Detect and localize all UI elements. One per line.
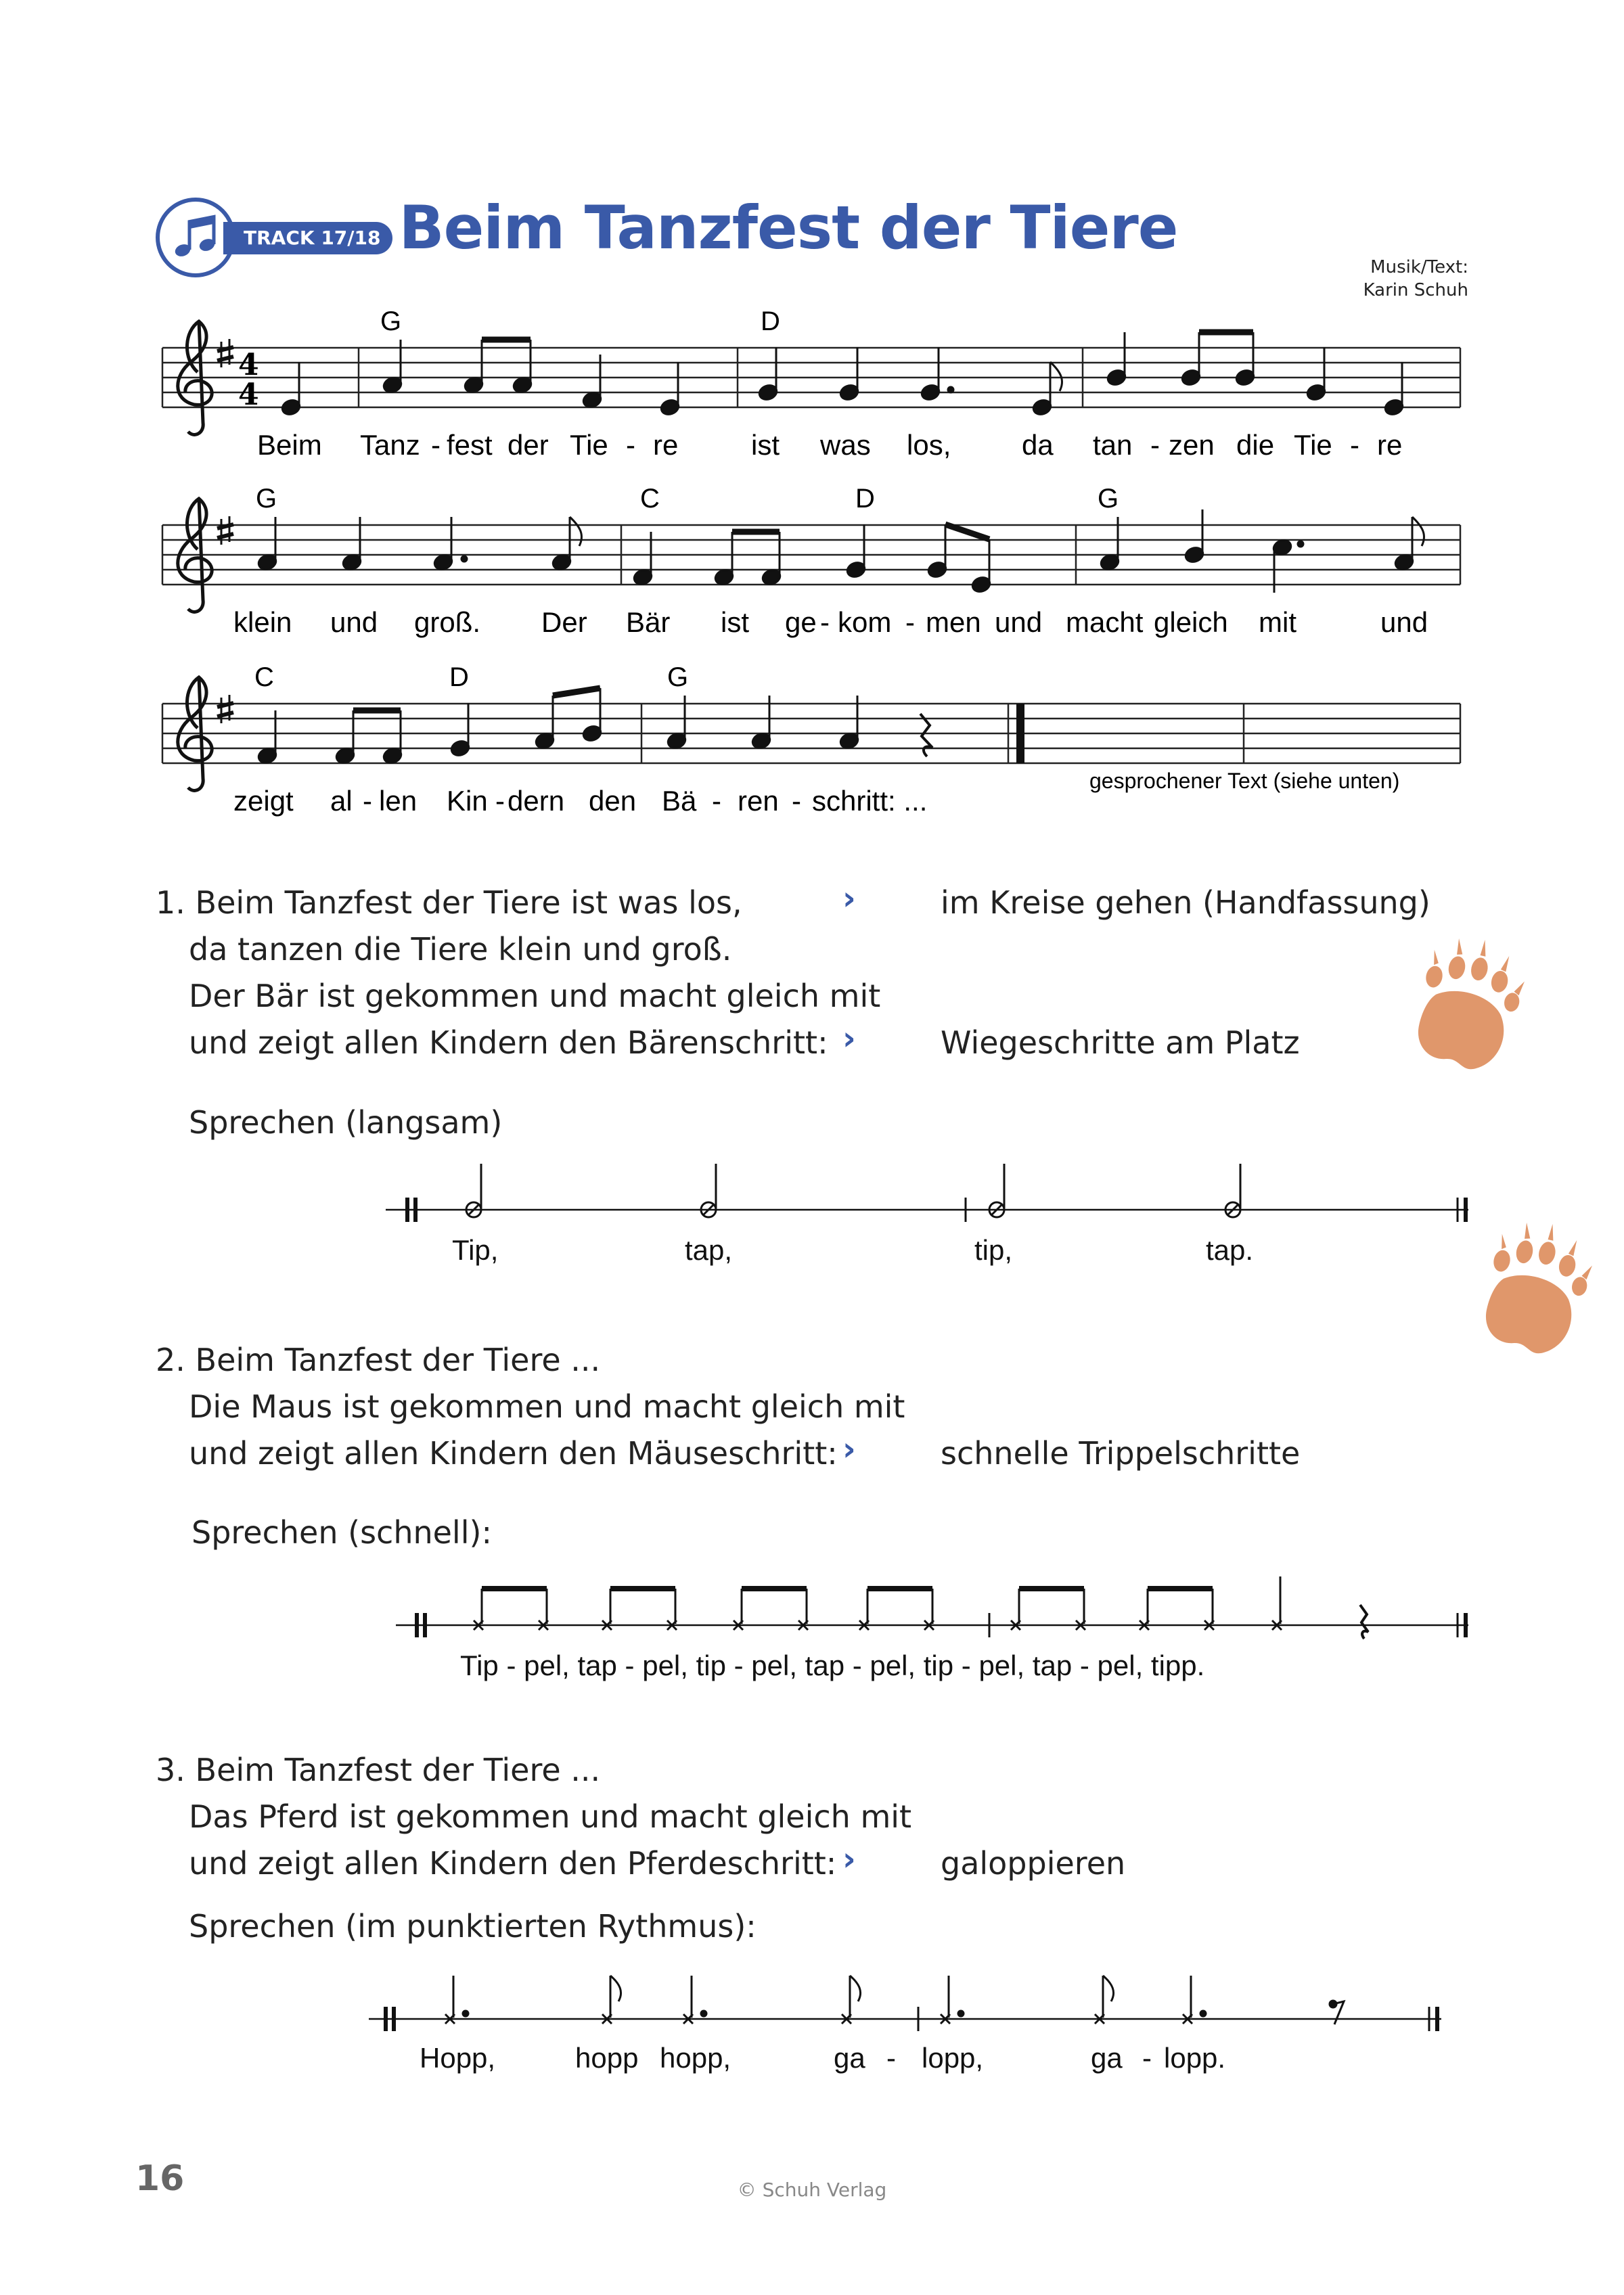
svg-text:tap.: tap. <box>1206 1234 1254 1266</box>
svg-text:Tie: Tie <box>1294 429 1332 461</box>
svg-text:und: und <box>330 606 378 638</box>
svg-text:-: - <box>886 2042 896 2074</box>
svg-text:lopp.: lopp. <box>1164 2042 1226 2074</box>
action-text: galoppieren <box>941 1845 1126 1882</box>
lyrics-line-1 <box>257 429 1402 461</box>
action-text: schnelle Trippelschritte <box>941 1435 1301 1472</box>
svg-text:hopp: hopp <box>575 2042 639 2074</box>
svg-text:tip,: tip, <box>974 1234 1013 1266</box>
svg-text:-: - <box>1150 429 1160 461</box>
verse-line: Das Pferd ist gekommen und macht gleich mit <box>189 1798 912 1835</box>
svg-text:dern: dern <box>508 785 565 817</box>
verse-line: und zeigt allen Kindern den Pferdeschritt: <box>189 1845 837 1882</box>
page-number: 16 <box>135 2158 185 2199</box>
chord: G <box>256 484 277 514</box>
svg-text:Bä: Bä <box>662 785 697 817</box>
verse-3 <box>156 1747 911 1887</box>
svg-text:tap,: tap, <box>685 1234 733 1266</box>
svg-text:und: und <box>995 606 1043 638</box>
svg-text:ge: ge <box>785 606 817 638</box>
staff-system-3 <box>162 662 1460 817</box>
arrow-icon: › <box>842 1840 856 1878</box>
chord: D <box>449 662 469 692</box>
svg-text:-: - <box>626 429 635 461</box>
arrow-icon: › <box>842 1430 856 1468</box>
svg-text:-: - <box>495 785 505 817</box>
svg-text:gleich: gleich <box>1154 606 1228 638</box>
svg-text:was: was <box>820 429 871 461</box>
verse-line: Der Bär ist gekommen und macht gleich mit <box>189 978 881 1014</box>
svg-text:-: - <box>712 785 721 817</box>
svg-text:Tie: Tie <box>570 429 608 461</box>
svg-text:den: den <box>589 785 637 817</box>
credit-label: Musik/Text: <box>1370 257 1468 277</box>
speak-label: Sprechen (langsam) <box>189 1104 503 1141</box>
rhythm-notation <box>0 1150 1624 2097</box>
svg-text:Tanz: Tanz <box>360 429 420 461</box>
svg-text:macht: macht <box>1066 606 1144 638</box>
svg-text:-: - <box>431 429 441 461</box>
svg-text:4: 4 <box>238 378 259 412</box>
svg-text:len: len <box>379 785 418 817</box>
svg-text:re: re <box>1377 429 1403 461</box>
svg-text:schritt: ...: schritt: ... <box>812 785 928 817</box>
svg-text:da: da <box>1022 429 1054 461</box>
svg-text:zen: zen <box>1169 429 1215 461</box>
arrow-icon: › <box>842 880 856 917</box>
chord: C <box>254 662 274 692</box>
svg-text:lopp,: lopp, <box>922 2042 984 2074</box>
staff-system-2 <box>162 484 1460 638</box>
verse-line: 3. Beim Tanzfest der Tiere ... <box>156 1752 601 1788</box>
verse-1 <box>156 880 880 1066</box>
svg-text:-: - <box>792 785 801 817</box>
svg-text:hopp,: hopp, <box>660 2042 731 2074</box>
chord: G <box>667 662 689 692</box>
chord: D <box>855 484 875 514</box>
svg-text:4: 4 <box>238 348 259 382</box>
rhythm-words-1 <box>452 1234 1253 1266</box>
rhythm-line-1 <box>386 1164 1468 1222</box>
sheet-music <box>0 0 1624 880</box>
track-label: TRACK 17/18 <box>223 222 392 254</box>
copyright: © Schuh Verlag <box>737 2179 887 2201</box>
svg-text:ist: ist <box>751 429 780 461</box>
svg-text:Kin: Kin <box>447 785 488 817</box>
svg-text:der: der <box>508 429 549 461</box>
svg-text:los,: los, <box>907 429 951 461</box>
svg-text:men: men <box>926 606 981 638</box>
chord: G <box>1098 484 1119 514</box>
svg-text:die: die <box>1236 429 1275 461</box>
verse-line: da tanzen die Tiere klein und groß. <box>189 931 732 968</box>
svg-text:klein: klein <box>233 606 292 638</box>
svg-text:und: und <box>1380 606 1428 638</box>
rhythm-line-2 <box>396 1576 1468 1639</box>
svg-text:-: - <box>363 785 372 817</box>
svg-text:tan: tan <box>1093 429 1133 461</box>
svg-text:mit: mit <box>1259 606 1296 638</box>
chord: D <box>761 306 780 336</box>
svg-text:al: al <box>330 785 353 817</box>
lyrics-line-2 <box>233 606 1428 638</box>
rhythm-words-2: Tip - pel, tap - pel, tip - pel, tap - pel, tip - pel, tap - pel, tipp. <box>460 1650 1205 1681</box>
svg-text:-: - <box>905 606 915 638</box>
svg-text:re: re <box>653 429 679 461</box>
bear-paw-icon <box>1475 1204 1597 1373</box>
svg-text:kom: kom <box>838 606 892 638</box>
verse-line: 1. Beim Tanzfest der Tiere ist was los, <box>156 884 742 921</box>
page-title: Beim Tanzfest der Tiere <box>399 193 1178 263</box>
svg-text:Der: Der <box>541 606 587 638</box>
svg-text:-: - <box>1142 2042 1152 2074</box>
svg-text:Bär: Bär <box>626 606 671 638</box>
svg-text:ren: ren <box>738 785 779 817</box>
svg-text:ist: ist <box>721 606 749 638</box>
action-text: Wiegeschritte am Platz <box>941 1024 1300 1061</box>
lyrics-line-3 <box>233 785 927 817</box>
bear-paw-icon <box>1407 920 1529 1089</box>
rhythm-words-3 <box>420 2042 1225 2074</box>
svg-text:Tip,: Tip, <box>452 1234 499 1266</box>
credit-author: Karin Schuh <box>1363 280 1468 300</box>
svg-text:groß.: groß. <box>414 606 481 638</box>
verse-line: Die Maus ist gekommen und macht gleich mit <box>189 1388 905 1425</box>
svg-text:Hopp,: Hopp, <box>420 2042 496 2074</box>
verse-line: 2. Beim Tanzfest der Tiere ... <box>156 1342 601 1378</box>
action-text: im Kreise gehen (Handfassung) <box>941 884 1430 921</box>
staff-system-1 <box>162 306 1460 461</box>
svg-text:zeigt: zeigt <box>233 785 294 817</box>
svg-text:ga: ga <box>1091 2042 1123 2074</box>
svg-text:ga: ga <box>834 2042 865 2074</box>
chord: G <box>380 306 402 336</box>
chord: C <box>640 484 660 514</box>
speak-label: Sprechen (im punktierten Rythmus): <box>189 1908 757 1945</box>
svg-text:Beim: Beim <box>257 429 322 461</box>
speak-label: Sprechen (schnell): <box>191 1514 492 1551</box>
arrow-icon: › <box>842 1020 856 1058</box>
spoken-note: gesprochener Text (siehe unten) <box>1089 769 1400 793</box>
svg-text:-: - <box>1350 429 1359 461</box>
verse-line: und zeigt allen Kindern den Bärenschritt: <box>189 1024 828 1061</box>
svg-text:-: - <box>820 606 830 638</box>
verse-line: und zeigt allen Kindern den Mäuseschritt: <box>189 1435 838 1472</box>
svg-text:fest: fest <box>447 429 493 461</box>
verse-2 <box>156 1337 905 1477</box>
rhythm-line-3 <box>369 1976 1441 2031</box>
